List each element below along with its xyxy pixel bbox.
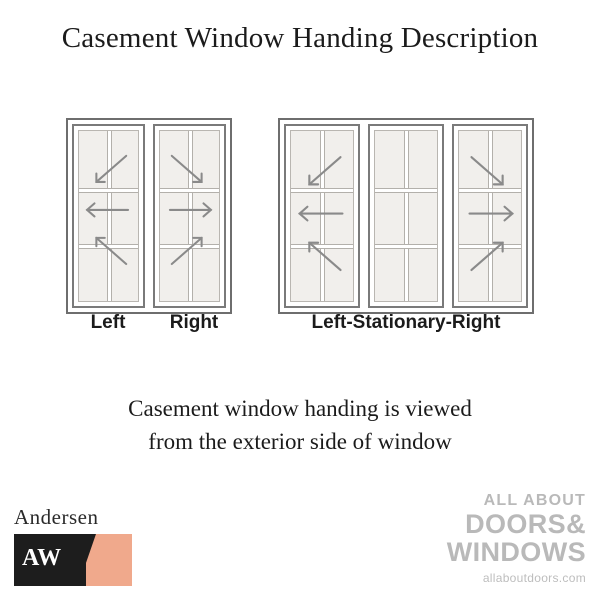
two-panel-casement-unit — [66, 118, 232, 314]
monogram-text: AW — [22, 545, 62, 571]
muntin-horizontal-upper — [79, 188, 138, 193]
muntin-horizontal-lower — [291, 244, 353, 249]
muntin-horizontal-lower — [375, 244, 437, 249]
muntin-vertical — [188, 131, 193, 301]
glass-right — [159, 130, 220, 302]
subtitle — [0, 392, 600, 458]
page-title: Casement Window Handing Description — [61, 22, 539, 54]
muntin-vertical — [107, 131, 112, 301]
muntin-vertical — [320, 131, 325, 301]
muntin-horizontal-lower — [160, 244, 219, 249]
muntin-horizontal-upper — [160, 188, 219, 193]
muntin-vertical — [404, 131, 409, 301]
aadw-line-1: ALL ABOUT — [483, 492, 586, 509]
sash-right-operable[interactable] — [452, 124, 528, 308]
sash-left-operable[interactable] — [284, 124, 360, 308]
three-panel-casement-unit — [278, 118, 534, 314]
andersen-wordmark: Andersen — [14, 505, 99, 529]
caption-right: Right — [169, 312, 219, 333]
aadw-line-3: WINDOWS — [446, 537, 586, 567]
glass-right — [458, 130, 522, 302]
caption-left-stationary-right: Left-Stationary-Right — [311, 312, 501, 333]
sash-left[interactable] — [72, 124, 145, 308]
monogram-triangle — [78, 534, 96, 586]
glass-left — [290, 130, 354, 302]
muntin-horizontal-upper — [291, 188, 353, 193]
subtitle-line-2: from the exterior side of window — [148, 429, 452, 454]
allaboutdoors-logo — [366, 492, 586, 585]
glass-center — [374, 130, 438, 302]
muntin-horizontal-upper — [459, 188, 521, 193]
caption-left: Left — [90, 312, 126, 333]
muntin-horizontal-lower — [459, 244, 521, 249]
andersen-monogram-mark — [14, 534, 132, 586]
andersen-logo — [14, 505, 144, 586]
aadw-website: allaboutdoors.com — [482, 571, 586, 585]
muntin-vertical — [488, 131, 493, 301]
glass-left — [78, 130, 139, 302]
sash-center-stationary — [368, 124, 444, 308]
sash-right[interactable] — [153, 124, 226, 308]
aadw-line-2: DOORS& — [465, 509, 586, 539]
muntin-horizontal-upper — [375, 188, 437, 193]
subtitle-line-1: Casement window handing is viewed — [128, 396, 472, 421]
muntin-horizontal-lower — [79, 244, 138, 249]
